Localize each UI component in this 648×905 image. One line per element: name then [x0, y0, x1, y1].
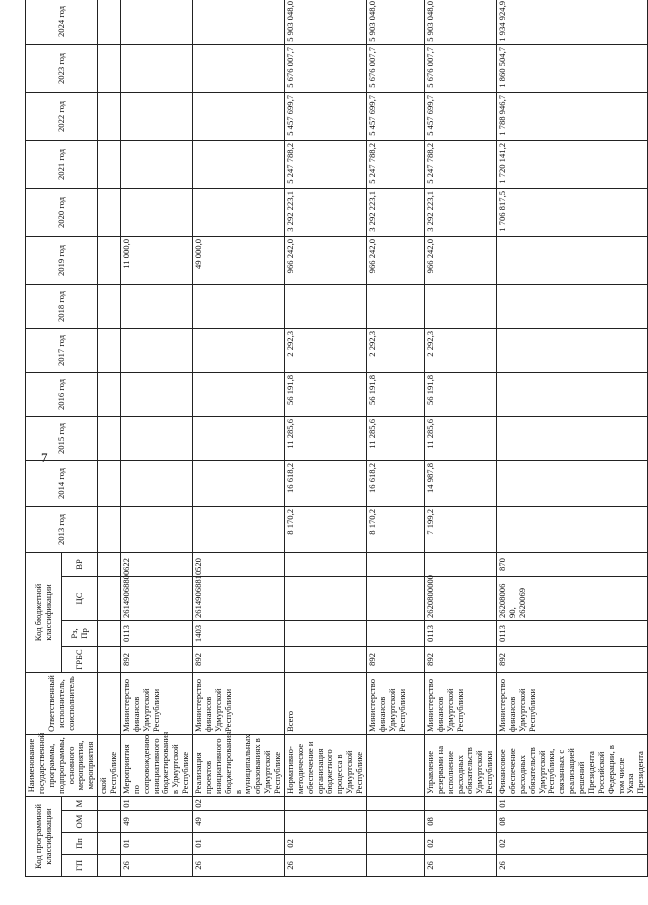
cell-year-value: 56 191,8 — [284, 372, 366, 416]
cell-year-value: 5 903 048,0 — [284, 0, 366, 44]
cell-cs — [284, 577, 366, 621]
cell-year-value — [98, 416, 121, 460]
cell-year-value — [193, 328, 285, 372]
cell-year-value: 5 247 788,2 — [366, 140, 424, 188]
page-number: 7 — [41, 450, 48, 465]
cell-year-value: 5 676 007,7 — [424, 44, 496, 92]
cell-gp: 26 — [193, 855, 285, 877]
cell-year-value: 49 000,0 — [193, 236, 285, 284]
cell-rzpr: 0113 — [120, 621, 192, 647]
col-year: 2013 год — [26, 506, 98, 552]
cell-year-value: 11 285,6 — [366, 416, 424, 460]
budget-table — [25, 0, 648, 877]
cell-m — [98, 797, 121, 811]
cell-rzpr: 1403 — [193, 621, 285, 647]
cell-executor: Всего — [284, 673, 366, 735]
cell-year-value: 8 170,2 — [366, 506, 424, 552]
cell-year-value — [98, 0, 121, 44]
cell-year-value: 5 676 007,7 — [366, 44, 424, 92]
cell-year-value: 1 860 504,7 — [497, 44, 648, 92]
cell-executor: Министерство финансов Удмуртской Республики — [120, 673, 192, 735]
cell-year-value: 966 242,0 — [284, 236, 366, 284]
cell-pp: 02 — [424, 833, 496, 855]
cell-year-value: 5 247 788,2 — [284, 140, 366, 188]
cell-year-value: 16 618,2 — [284, 460, 366, 506]
cell-vr: 520 — [193, 552, 285, 576]
cell-pp: 02 — [284, 833, 366, 855]
cell-year-value — [120, 44, 192, 92]
cell-executor: Министерство финансов Удмуртской Республики — [193, 673, 285, 735]
cell-year-value — [497, 284, 648, 328]
cell-year-value: 3 292 223,1 — [284, 188, 366, 236]
table-body — [98, 0, 648, 877]
col-grbs: ГРБС — [62, 647, 98, 673]
table-row — [98, 0, 121, 877]
cell-year-value: 11 285,6 — [284, 416, 366, 460]
cell-cs — [98, 577, 121, 621]
cell-year-value — [497, 236, 648, 284]
col-year: 2020 год — [26, 188, 98, 236]
col-year: 2023 год — [26, 44, 98, 92]
cell-year-value: 1 720 141,2 — [497, 140, 648, 188]
cell-gp: 26 — [424, 855, 496, 877]
cell-executor — [98, 673, 121, 735]
col-om: ОМ — [62, 811, 98, 833]
cell-executor: Министерство финансов Удмуртской Республики — [366, 673, 424, 735]
cell-year-value — [98, 236, 121, 284]
table-row — [366, 0, 424, 877]
cell-vr — [424, 552, 496, 576]
cell-om: 49 — [193, 811, 285, 833]
cell-year-value — [120, 92, 192, 140]
col-year: 2024 год — [26, 0, 98, 44]
cell-year-value — [120, 328, 192, 372]
cell-name: ской Республике — [98, 735, 121, 797]
cell-grbs: 892 — [193, 647, 285, 673]
cell-pp — [366, 833, 424, 855]
cell-year-value: 966 242,0 — [366, 236, 424, 284]
cell-year-value — [98, 92, 121, 140]
cell-cs: 2620800000 — [424, 577, 496, 621]
cell-m: 01 — [497, 797, 648, 811]
cell-year-value — [193, 372, 285, 416]
table-row — [120, 0, 192, 877]
col-pp: Пп — [62, 833, 98, 855]
cell-name — [366, 735, 424, 797]
cell-year-value: 5 676 007,7 — [284, 44, 366, 92]
cell-year-value: 3 292 223,1 — [424, 188, 496, 236]
cell-m — [366, 797, 424, 811]
cell-grbs: 892 — [120, 647, 192, 673]
cell-m: 01 — [120, 797, 192, 811]
cell-year-value: 2 292,3 — [424, 328, 496, 372]
cell-year-value — [193, 416, 285, 460]
col-name: Наименование государственной программы, подпрограммы, основного мероприятия, мероприятия — [26, 735, 98, 797]
cell-grbs — [284, 647, 366, 673]
cell-om — [366, 811, 424, 833]
cell-year-value — [120, 140, 192, 188]
cell-gp: 26 — [284, 855, 366, 877]
cell-year-value — [193, 44, 285, 92]
cell-m: 02 — [193, 797, 285, 811]
cell-m — [284, 797, 366, 811]
cell-year-value — [193, 0, 285, 44]
cell-year-value — [98, 140, 121, 188]
cell-rzpr: 0113 — [497, 621, 648, 647]
cell-gp — [98, 855, 121, 877]
cell-gp — [366, 855, 424, 877]
cell-year-value: 1 788 946,7 — [497, 92, 648, 140]
table-row — [424, 0, 496, 877]
cell-year-value — [193, 188, 285, 236]
col-year: 2022 год — [26, 92, 98, 140]
cell-year-value: 16 618,2 — [366, 460, 424, 506]
cell-year-value — [98, 188, 121, 236]
cell-year-value: 11 000,0 — [120, 236, 192, 284]
cell-year-value — [193, 460, 285, 506]
table-row — [497, 0, 648, 877]
cell-year-value — [120, 0, 192, 44]
cell-vr — [98, 552, 121, 576]
cell-grbs — [98, 647, 121, 673]
cell-year-value — [497, 328, 648, 372]
cell-year-value: 7 199,2 — [424, 506, 496, 552]
cell-pp: 01 — [193, 833, 285, 855]
budget-table-rotated — [25, 0, 646, 877]
cell-name: Нормативно-методическое обеспечение и организация бюджетного процесса в Удмуртской Республике — [284, 735, 366, 797]
cell-vr: 622 — [120, 552, 192, 576]
cell-rzpr — [366, 621, 424, 647]
cell-grbs: 892 — [366, 647, 424, 673]
table-row — [193, 0, 285, 877]
cell-year-value — [193, 140, 285, 188]
cell-year-value — [120, 460, 192, 506]
cell-year-value: 11 285,6 — [424, 416, 496, 460]
cell-vr: 870 — [497, 552, 648, 576]
cell-year-value — [497, 460, 648, 506]
col-vr: ВР — [62, 552, 98, 576]
cell-om: 49 — [120, 811, 192, 833]
cell-year-value — [120, 284, 192, 328]
cell-year-value: 1 934 924,9 — [497, 0, 648, 44]
col-rzpr: Рз, Пр — [62, 621, 98, 647]
cell-name: Реализация проектов инициативного бюджетирования в муниципальных образованиях в Удмуртской Республике — [193, 735, 285, 797]
cell-year-value — [497, 506, 648, 552]
cell-year-value — [284, 284, 366, 328]
cell-om — [284, 811, 366, 833]
cell-om: 08 — [497, 811, 648, 833]
cell-om: 08 — [424, 811, 496, 833]
cell-year-value: 5 903 048,0 — [366, 0, 424, 44]
cell-executor: Министерство финансов Удмуртской Республики — [424, 673, 496, 735]
col-code-budget: Код бюджетной классификации — [26, 552, 62, 672]
cell-gp: 26 — [497, 855, 648, 877]
cell-year-value: 56 191,8 — [424, 372, 496, 416]
cell-pp: 02 — [497, 833, 648, 855]
cell-pp: 01 — [120, 833, 192, 855]
cell-pp — [98, 833, 121, 855]
cell-year-value — [120, 188, 192, 236]
header-row-1 — [26, 0, 62, 877]
col-year: 2014 год — [26, 460, 98, 506]
col-year: 2016 год — [26, 372, 98, 416]
cell-year-value — [98, 328, 121, 372]
cell-name: Мероприятия по сопровождению инициативного бюджетирования в Удмуртской Республике — [120, 735, 192, 797]
cell-grbs: 892 — [424, 647, 496, 673]
cell-year-value: 8 170,2 — [284, 506, 366, 552]
col-code-program: Код программной классификации — [26, 797, 62, 877]
cell-rzpr — [98, 621, 121, 647]
cell-year-value: 3 292 223,1 — [366, 188, 424, 236]
cell-rzpr: 0113 — [424, 621, 496, 647]
col-gp: ГП — [62, 855, 98, 877]
cell-om — [98, 811, 121, 833]
cell-cs — [366, 577, 424, 621]
cell-year-value — [98, 460, 121, 506]
cell-year-value: 5 457 699,7 — [366, 92, 424, 140]
col-year: 2021 год — [26, 140, 98, 188]
cell-m — [424, 797, 496, 811]
cell-name: Управление резервами на исполнение расходных обязательств Удмуртской Республики — [424, 735, 496, 797]
cell-year-value — [120, 416, 192, 460]
cell-cs: 26149068810 — [193, 577, 285, 621]
col-year: 2015 год — [26, 416, 98, 460]
cell-year-value — [98, 372, 121, 416]
cell-year-value — [120, 506, 192, 552]
cell-year-value: 5 457 699,7 — [284, 92, 366, 140]
cell-year-value — [497, 372, 648, 416]
cell-grbs: 892 — [497, 647, 648, 673]
cell-year-value — [193, 284, 285, 328]
cell-year-value — [120, 372, 192, 416]
cell-year-value — [497, 416, 648, 460]
cell-year-value: 2 292,3 — [284, 328, 366, 372]
col-executor: Ответственный исполнитель, соисполнитель — [26, 673, 98, 735]
col-year: 2018 год — [26, 284, 98, 328]
col-cs: ЦС — [62, 577, 98, 621]
cell-year-value: 14 987,8 — [424, 460, 496, 506]
cell-year-value — [98, 506, 121, 552]
cell-year-value: 5 457 699,7 — [424, 92, 496, 140]
cell-year-value: 56 191,8 — [366, 372, 424, 416]
cell-year-value — [424, 284, 496, 328]
cell-cs: 26149068800 — [120, 577, 192, 621]
cell-executor: Министерство финансов Удмуртской Республики — [497, 673, 648, 735]
cell-year-value: 966 242,0 — [424, 236, 496, 284]
cell-year-value — [366, 284, 424, 328]
table-row — [284, 0, 366, 877]
cell-year-value: 5 903 048,0 — [424, 0, 496, 44]
cell-year-value: 1 706 817,5 — [497, 188, 648, 236]
cell-cs: 26208006 90, 2620069 — [497, 577, 648, 621]
cell-vr — [284, 552, 366, 576]
cell-name: Финансовое обеспечение расходных обязательств Удмуртской Республики, связанных с реализацией решений Президента Российской Федерации, в том числе Указа Президента — [497, 735, 648, 797]
cell-year-value: 5 247 788,2 — [424, 140, 496, 188]
cell-year-value — [98, 44, 121, 92]
cell-year-value — [193, 506, 285, 552]
col-year: 2017 год — [26, 328, 98, 372]
cell-vr — [366, 552, 424, 576]
cell-year-value — [98, 284, 121, 328]
cell-rzpr — [284, 621, 366, 647]
cell-year-value — [193, 92, 285, 140]
cell-gp: 26 — [120, 855, 192, 877]
col-year: 2019 год — [26, 236, 98, 284]
col-m: М — [62, 797, 98, 811]
cell-year-value: 2 292,3 — [366, 328, 424, 372]
